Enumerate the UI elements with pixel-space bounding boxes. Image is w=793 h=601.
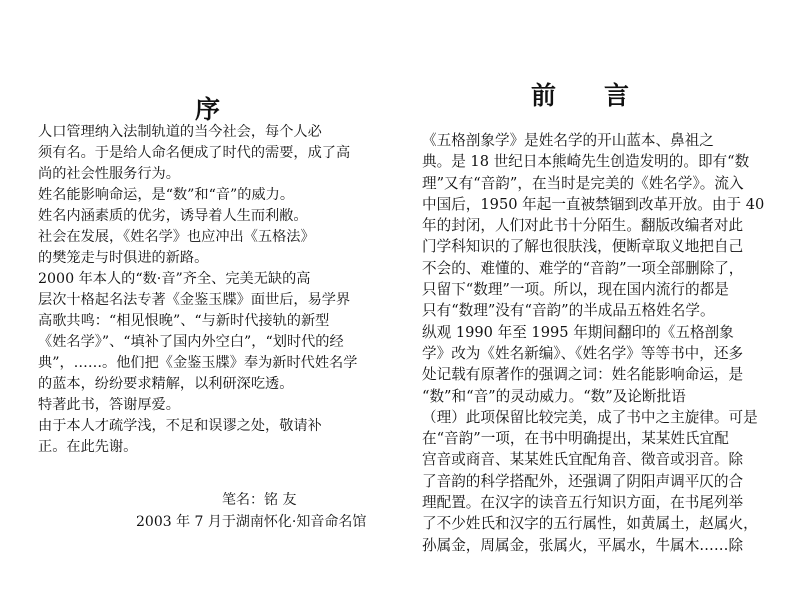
foreword-line: 在“音韵”一项，在书中明确提出，某某姓氏宜配 — [422, 430, 729, 448]
foreword-line: 纵观 1990 年至 1995 年期间翻印的《五格剖象 — [422, 323, 734, 341]
foreword-line: 《五格剖象学》是姓名学的开山蓝本、鼻祖之 — [422, 132, 714, 149]
preface-title: 序 — [195, 95, 221, 124]
foreword-line: 理配置。在汉字的读音五行知识方面，在书尾列举 — [422, 494, 744, 512]
preface-line: 特著此书，答谢厚爱。 — [38, 397, 180, 413]
preface-page — [0, 0, 380, 601]
foreword-line: 不会的、难懂的、难学的“音韵”一项全部删除了， — [422, 259, 744, 277]
foreword-line: 了音韵的科学搭配外，还强调了阴阳声调平仄的合 — [422, 472, 744, 490]
preface-line: 高歌共鸣：“相见恨晚”、“与新时代接轨的新型 — [38, 313, 330, 329]
preface-line: 由于本人才疏学浅，不足和误谬之处，敬请补 — [38, 418, 322, 434]
foreword-line: 了不少姓氏和汉字的五行属性，如黄属土，赵属火， — [422, 515, 758, 533]
foreword-line: 处记载有原著作的强调之词：姓名能影响命运，是 — [422, 366, 744, 384]
foreword-page — [392, 0, 793, 601]
foreword-line: 宫音或商音、某某姓氏宜配角音、徵音或羽音。除 — [422, 451, 744, 469]
preface-line: 典”，……。他们把《金鉴玉牒》奉为新时代姓名学 — [38, 355, 358, 371]
date-place: 2003 年 7 月于湖南怀化·知音命名馆 — [136, 514, 367, 530]
preface-line: 层次十格起名法专著《金鉴玉牒》面世后，易学界 — [38, 292, 351, 308]
author-signature: 笔名：铭 友 — [222, 492, 297, 508]
foreword-line: 年的封闭，人们对此书十分陌生。翻版改编者对此 — [422, 217, 744, 235]
preface-line: 2000 年本人的“数·音”齐全、完美无缺的高 — [38, 271, 311, 287]
preface-line: 人口管理纳入法制轨道的当今社会，每个人必 — [38, 124, 322, 140]
foreword-line: 只留下“数理”一项。所以，现在国内流行的都是 — [422, 281, 729, 299]
preface-line: 尚的社会性服务行为。 — [38, 166, 180, 182]
preface-line: 姓名内涵素质的优劣，诱导着人生而利敝。 — [38, 208, 308, 224]
foreword-line: 典。是 18 世纪日本熊崎先生创造发明的。即有“数 — [422, 153, 750, 171]
preface-line: 的蓝本，纷纷要求精解，以利研深吃透。 — [38, 376, 294, 392]
preface-line: 正。在此先谢。 — [38, 439, 138, 455]
foreword-line: 孙属金，周属金，张属火，平属水，牛属木……除 — [422, 536, 744, 554]
foreword-body — [422, 130, 780, 556]
foreword-line: 门学科知识的了解也很肤浅，便断章取义地把自己 — [422, 238, 744, 256]
preface-line: 《姓名学》”、“填补了国内外空白”，“划时代的经 — [38, 334, 344, 350]
preface-line: 的樊笼走与时俱进的新路。 — [38, 250, 209, 266]
foreword-line: 中国后，1950 年起一直被禁锢到改革开放。由于 40 — [422, 195, 765, 213]
preface-body — [38, 122, 368, 458]
foreword-title-char: 言 — [604, 81, 630, 110]
preface-line: 社会在发展，《姓名学》也应冲出《五格法》 — [38, 229, 315, 245]
preface-line: 须有名。于是给人命名便成了时代的需要，成了高 — [38, 145, 351, 161]
foreword-line: “数”和“音”的灵动威力。“数”及论断批语 — [422, 387, 686, 405]
foreword-title — [531, 76, 629, 112]
foreword-line: 理”又有“音韵”，在当时是完美的《姓名学》。流入 — [422, 174, 744, 192]
foreword-line: （理）此项保留比较完美，成了书中之主旋律。可是 — [422, 408, 758, 426]
foreword-line: 只有“数理”没有“音韵”的半成品五格姓名学。 — [422, 302, 715, 320]
foreword-line: 学》改为《姓名新编》、《姓名学》等等书中，还多 — [422, 344, 744, 362]
preface-line: 姓名能影响命运，是“数”和“音”的威力。 — [38, 187, 295, 203]
foreword-title-char: 前 — [531, 81, 557, 110]
